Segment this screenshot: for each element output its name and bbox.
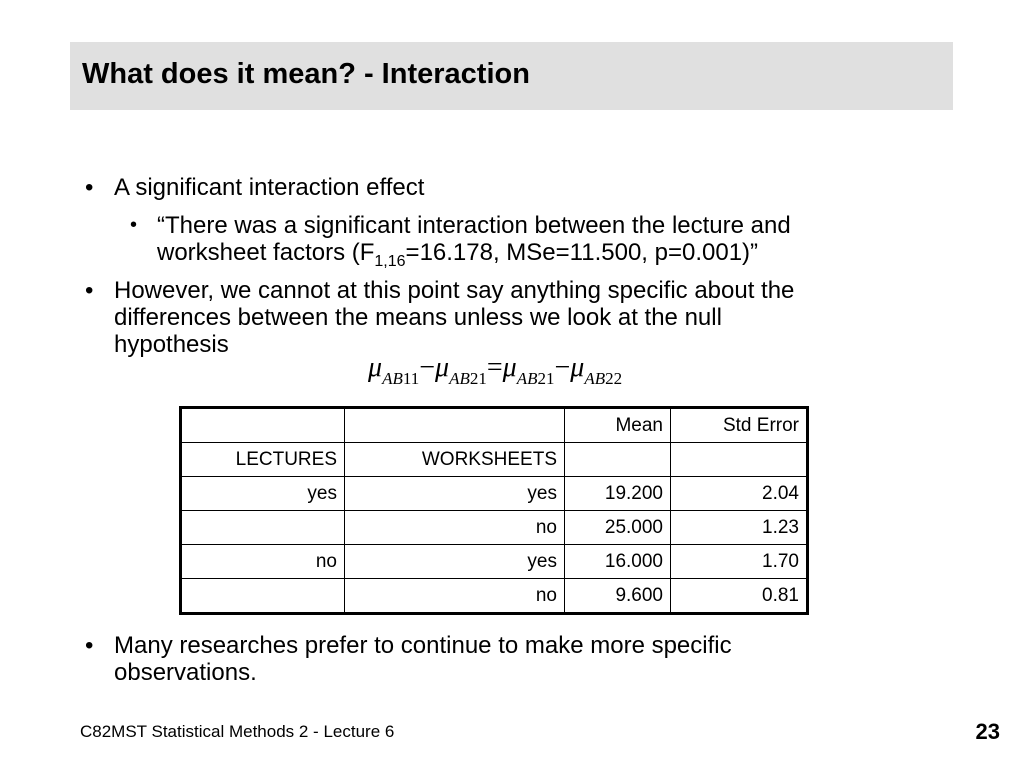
- bullet-1-text: A significant interaction effect: [114, 174, 425, 201]
- table-cell: 16.000: [565, 545, 671, 579]
- table-cell: [565, 443, 671, 477]
- f-subscript: 1,16: [374, 252, 406, 270]
- table-cell: no: [181, 545, 345, 579]
- table-cell: [671, 443, 808, 477]
- bullet-3-line-2: observations.: [114, 659, 257, 686]
- table-cell: [181, 408, 345, 443]
- table-header-std-error: Std Error: [671, 408, 808, 443]
- bullet-2-line-3: hypothesis: [114, 331, 229, 358]
- table-cell: 1.70: [671, 545, 808, 579]
- bullet-marker: •: [85, 174, 94, 201]
- table-cell: 2.04: [671, 477, 808, 511]
- table-header-row: [181, 408, 808, 443]
- table-cell: LECTURES: [181, 443, 345, 477]
- table-cell: [345, 408, 565, 443]
- table-cell: yes: [345, 477, 565, 511]
- table-row: [181, 477, 808, 511]
- table-cell: 9.600: [565, 579, 671, 614]
- table-header-mean: Mean: [565, 408, 671, 443]
- table-cell: 25.000: [565, 511, 671, 545]
- bullet-marker: •: [85, 632, 94, 659]
- table-row: [181, 511, 808, 545]
- table-cell: WORKSHEETS: [345, 443, 565, 477]
- bullet-marker: •: [85, 277, 94, 304]
- table-cell: 0.81: [671, 579, 808, 614]
- means-table: [179, 406, 809, 615]
- title-bar: [70, 42, 953, 110]
- table-cell: 19.200: [565, 477, 671, 511]
- table-cell: yes: [181, 477, 345, 511]
- slide-title: What does it mean? - Interaction: [82, 58, 530, 90]
- bullet-3-line-1: Many researches prefer to continue to make more specific: [114, 632, 732, 659]
- table-row: [181, 579, 808, 614]
- table-cell: 1.23: [671, 511, 808, 545]
- table-cell: [181, 579, 345, 614]
- table-cell: no: [345, 579, 565, 614]
- bullet-marker: •: [130, 214, 138, 236]
- table-cell: yes: [345, 545, 565, 579]
- null-hypothesis-formula: $\mu_{AB11}-\mu_{AB21}=\mu_{AB21}-\mu_{AB22}$: [368, 352, 623, 388]
- footer-course: C82MST Statistical Methods 2 - Lecture 6: [80, 722, 395, 741]
- table-row: [181, 443, 808, 477]
- table-cell: no: [345, 511, 565, 545]
- quote-line-1: “There was a significant interaction between the lecture and: [157, 212, 791, 239]
- quote-line-2: worksheet factors ($F_{1,16}=16.178$, MSe=11.500, p=0.001)”: [157, 239, 759, 270]
- bullet-2-line-2: differences between the means unless we look at the null: [114, 304, 722, 331]
- table-row: [181, 545, 808, 579]
- table-cell: [181, 511, 345, 545]
- page-number: 23: [975, 719, 1000, 744]
- bullet-2-line-1: However, we cannot at this point say anything specific about the: [114, 277, 795, 304]
